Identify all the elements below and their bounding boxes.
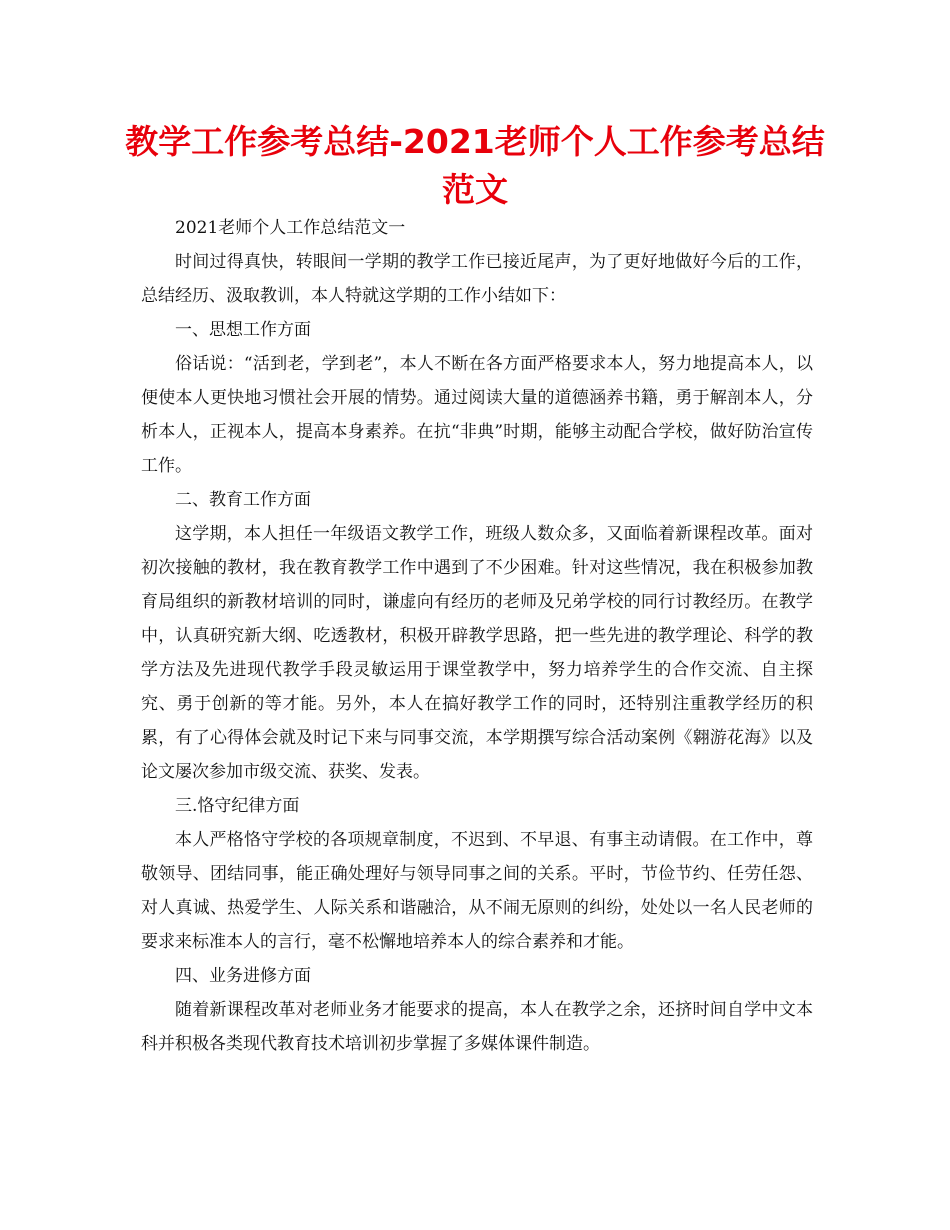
body-paragraph-study: 随着新课程改革对老师业务才能要求的提高，本人在教学之余，还挤时间自学中文本科并积极各类现代教育技术培训初步掌握了多媒体课件制造。 [141, 1000, 813, 1054]
body-paragraph-thought: 俗话说：“活到老，学到老”，本人不断在各方面严格要求本人，努力地提高本人，以便使本人更快地习惯社会开展的情势。通过阅读大量的道德涵养书籍，勇于解剖本人，分析本人，正视本人，提高本身素养。在抗“非典”时期，能够主动配合学校，做好防治宣传工作。 [141, 354, 813, 476]
document-body [141, 211, 813, 1061]
intro-paragraph: 时间过得真快，转眼间一学期的教学工作已接近尾声，为了更好地做好今后的工作，总结经历、汲取教训，本人特就这学期的工作小结如下： [141, 252, 813, 306]
section-heading-study: 四、业务进修方面 [175, 966, 311, 986]
subtitle-paragraph: 2021老师个人工作总结范文一 [175, 218, 406, 238]
body-paragraph-teaching: 这学期，本人担任一年级语文教学工作，班级人数众多，又面临着新课程改革。面对初次接触的教材，我在教育教学工作中遇到了不少困难。针对这些情况，我在积极参加教育局组织的新教材培训的同时，谦虚向有经历的老师及兄弟学校的同行讨教经历。在教学中，认真研究新大纲、吃透教材，积极开辟教学思路，把一些先进的教学理论、科学的教学方法及先进现代教学手段灵敏运用于课堂教学中，努力培养学生的合作交流、自主探究、勇于创新的等才能。另外，本人在搞好教学工作的同时，还特别注重教学经历的积累，有了心得体会就及时记下来与同事交流，本学期撰写综合活动案例《翱游花海》以及论文屡次参加市级交流、获奖、发表。 [141, 524, 813, 782]
section-heading-thought: 一、思想工作方面 [175, 320, 311, 340]
document-title: 教学工作参考总结-2021老师个人工作参考总结范文 [125, 122, 825, 209]
section-heading-teaching: 二、教育工作方面 [175, 490, 311, 510]
body-paragraph-discipline: 本人严格恪守学校的各项规章制度，不迟到、不早退、有事主动请假。在工作中，尊敬领导、团结同事，能正确处理好与领导同事之间的关系。平时，节俭节约、任劳任怨、对人真诚、热爱学生、人际关系和谐融洽，从不闹无原则的纠纷，处处以一名人民老师的要求来标准本人的言行，毫不松懈地培养本人的综合素养和才能。 [141, 830, 813, 952]
section-heading-discipline: 三.恪守纪律方面 [175, 796, 300, 816]
